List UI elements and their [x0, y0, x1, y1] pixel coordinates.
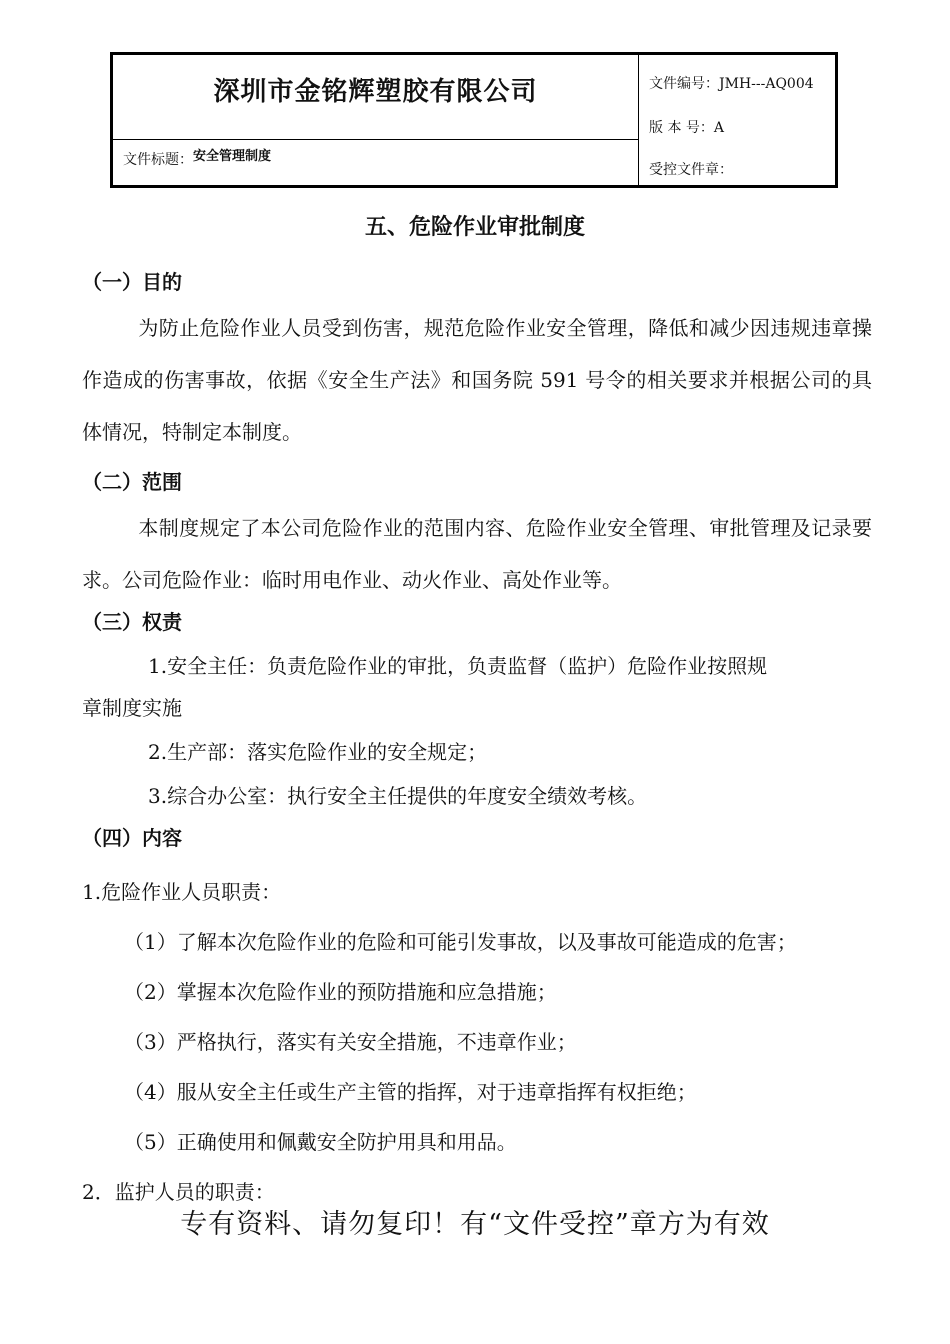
section-content-heading: （四）内容: [82, 826, 182, 850]
content-list-item: （3）严格执行，落实有关安全措施，不违章作业；: [124, 1030, 577, 1054]
section-scope-heading: （二）范围: [82, 470, 182, 494]
file-title-row: [123, 149, 271, 169]
duty-item-1-line-2: 章制度实施: [82, 696, 182, 720]
content-list-item: （4）服从安全主任或生产主管的指挥，对于违章指挥有权拒绝；: [124, 1080, 697, 1104]
content-list-item: （2）掌握本次危险作业的预防措施和应急措施；: [124, 980, 557, 1004]
section-purpose-text: 为防止危险作业人员受到伤害，规范危险作业安全管理，降低和减少因违规违章操作造成的伤害事故，依据《安全生产法》和国务院 591 号令的相关要求并根据公司的具体情况，特制定本制度。: [82, 316, 872, 444]
duty-item-1-line-1: 1.安全主任：负责危险作业的审批，负责监督（监护）危险作业按照规: [148, 654, 768, 678]
header-divider-vertical: [638, 55, 639, 185]
content-subheading-2: 2．监护人员的职责：: [82, 1180, 275, 1204]
content-list-item: （1）了解本次危险作业的危险和可能引发事故，以及事故可能造成的危害；: [124, 930, 797, 954]
footer-notice: 专有资料、请勿复印！有“文件受控”章方为有效: [180, 1209, 770, 1240]
controlled-stamp-label: 受控文件章：: [649, 162, 733, 178]
header-divider-horizontal: [113, 139, 638, 140]
content-subheading-1: 1.危险作业人员职责：: [82, 880, 282, 904]
content-list-item: （5）正确使用和佩戴安全防护用具和用品。: [124, 1130, 517, 1154]
duty-item-3: 3.综合办公室：执行安全主任提供的年度安全绩效考核。: [148, 784, 648, 808]
section-scope-text: 本制度规定了本公司危险作业的范围内容、危险作业安全管理、审批管理及记录要求。公司危险作业：临时用电作业、动火作业、高处作业等。: [82, 516, 872, 592]
document-title: 五、危险作业审批制度: [364, 215, 585, 240]
document-header: [110, 52, 838, 188]
section-duties-heading: （三）权责: [82, 610, 182, 634]
file-number: 文件编号：JMH---AQ004: [649, 76, 814, 92]
duty-item-2: 2.生产部：落实危险作业的安全规定；: [148, 740, 488, 764]
file-title-label: 文件标题：: [123, 152, 193, 168]
file-title-value: 安全管理制度: [193, 149, 272, 164]
company-name: 深圳市金铭辉塑胶有限公司: [213, 77, 538, 107]
section-purpose-heading: （一）目的: [82, 270, 182, 294]
version-number: 版 本 号：A: [649, 120, 725, 136]
